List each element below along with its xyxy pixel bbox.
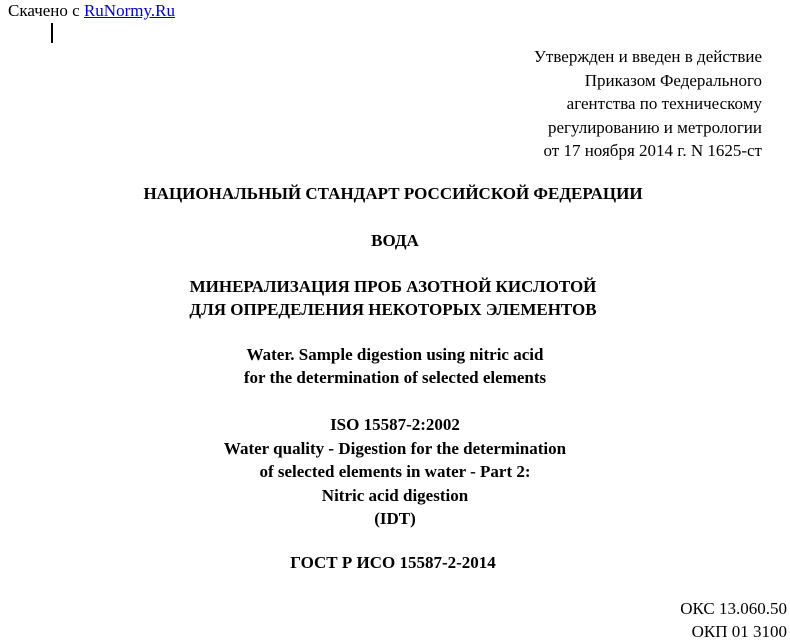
iso-reference xyxy=(0,413,790,531)
english-title-line: Water. Sample digestion using nitric acid xyxy=(246,345,544,364)
approval-line: регулированию и метрологии xyxy=(547,117,762,137)
iso-line: Nitric acid digestion xyxy=(321,485,469,505)
okp-code: ОКП 01 3100 xyxy=(691,622,787,641)
approval-block xyxy=(402,45,762,163)
iso-line: Water quality - Digestion for the determination xyxy=(223,438,567,458)
standard-subject: ВОДА xyxy=(371,231,419,250)
iso-line: (IDT) xyxy=(374,509,416,528)
classification-codes xyxy=(680,597,787,643)
iso-line: ISO 15587-2:2002 xyxy=(330,415,460,434)
russian-title-line: МИНЕРАЛИЗАЦИЯ ПРОБ АЗОТНОЙ КИСЛОТОЙ xyxy=(189,277,597,296)
download-source-line xyxy=(8,1,175,21)
approval-line: Приказом Федерального xyxy=(584,70,762,90)
standard-title: НАЦИОНАЛЬНЫЙ СТАНДАРТ РОССИЙСКОЙ ФЕДЕРАЦИИ xyxy=(143,184,643,203)
downloaded-label: Скачено с xyxy=(8,1,80,20)
iso-line: of selected elements in water - Part 2: xyxy=(259,462,531,481)
approval-line: от 17 ноября 2014 г. N 1625-ст xyxy=(543,141,762,160)
approval-line: агентства по техническому xyxy=(566,94,762,113)
approval-line: Утвержден и введен в действие xyxy=(533,47,762,66)
gost-number: ГОСТ Р ИСО 15587-2-2014 xyxy=(290,553,496,572)
source-link[interactable]: RuNormy.Ru xyxy=(83,1,175,20)
russian-title-line: ДЛЯ ОПРЕДЕЛЕНИЯ НЕКОТОРЫХ ЭЛЕМЕНТОВ xyxy=(189,300,597,319)
text-cursor xyxy=(51,23,53,43)
english-title xyxy=(0,343,790,389)
oks-code: ОКС 13.060.50 xyxy=(680,599,787,618)
english-title-line: for the determination of selected elements xyxy=(243,368,547,387)
russian-title xyxy=(0,275,788,321)
